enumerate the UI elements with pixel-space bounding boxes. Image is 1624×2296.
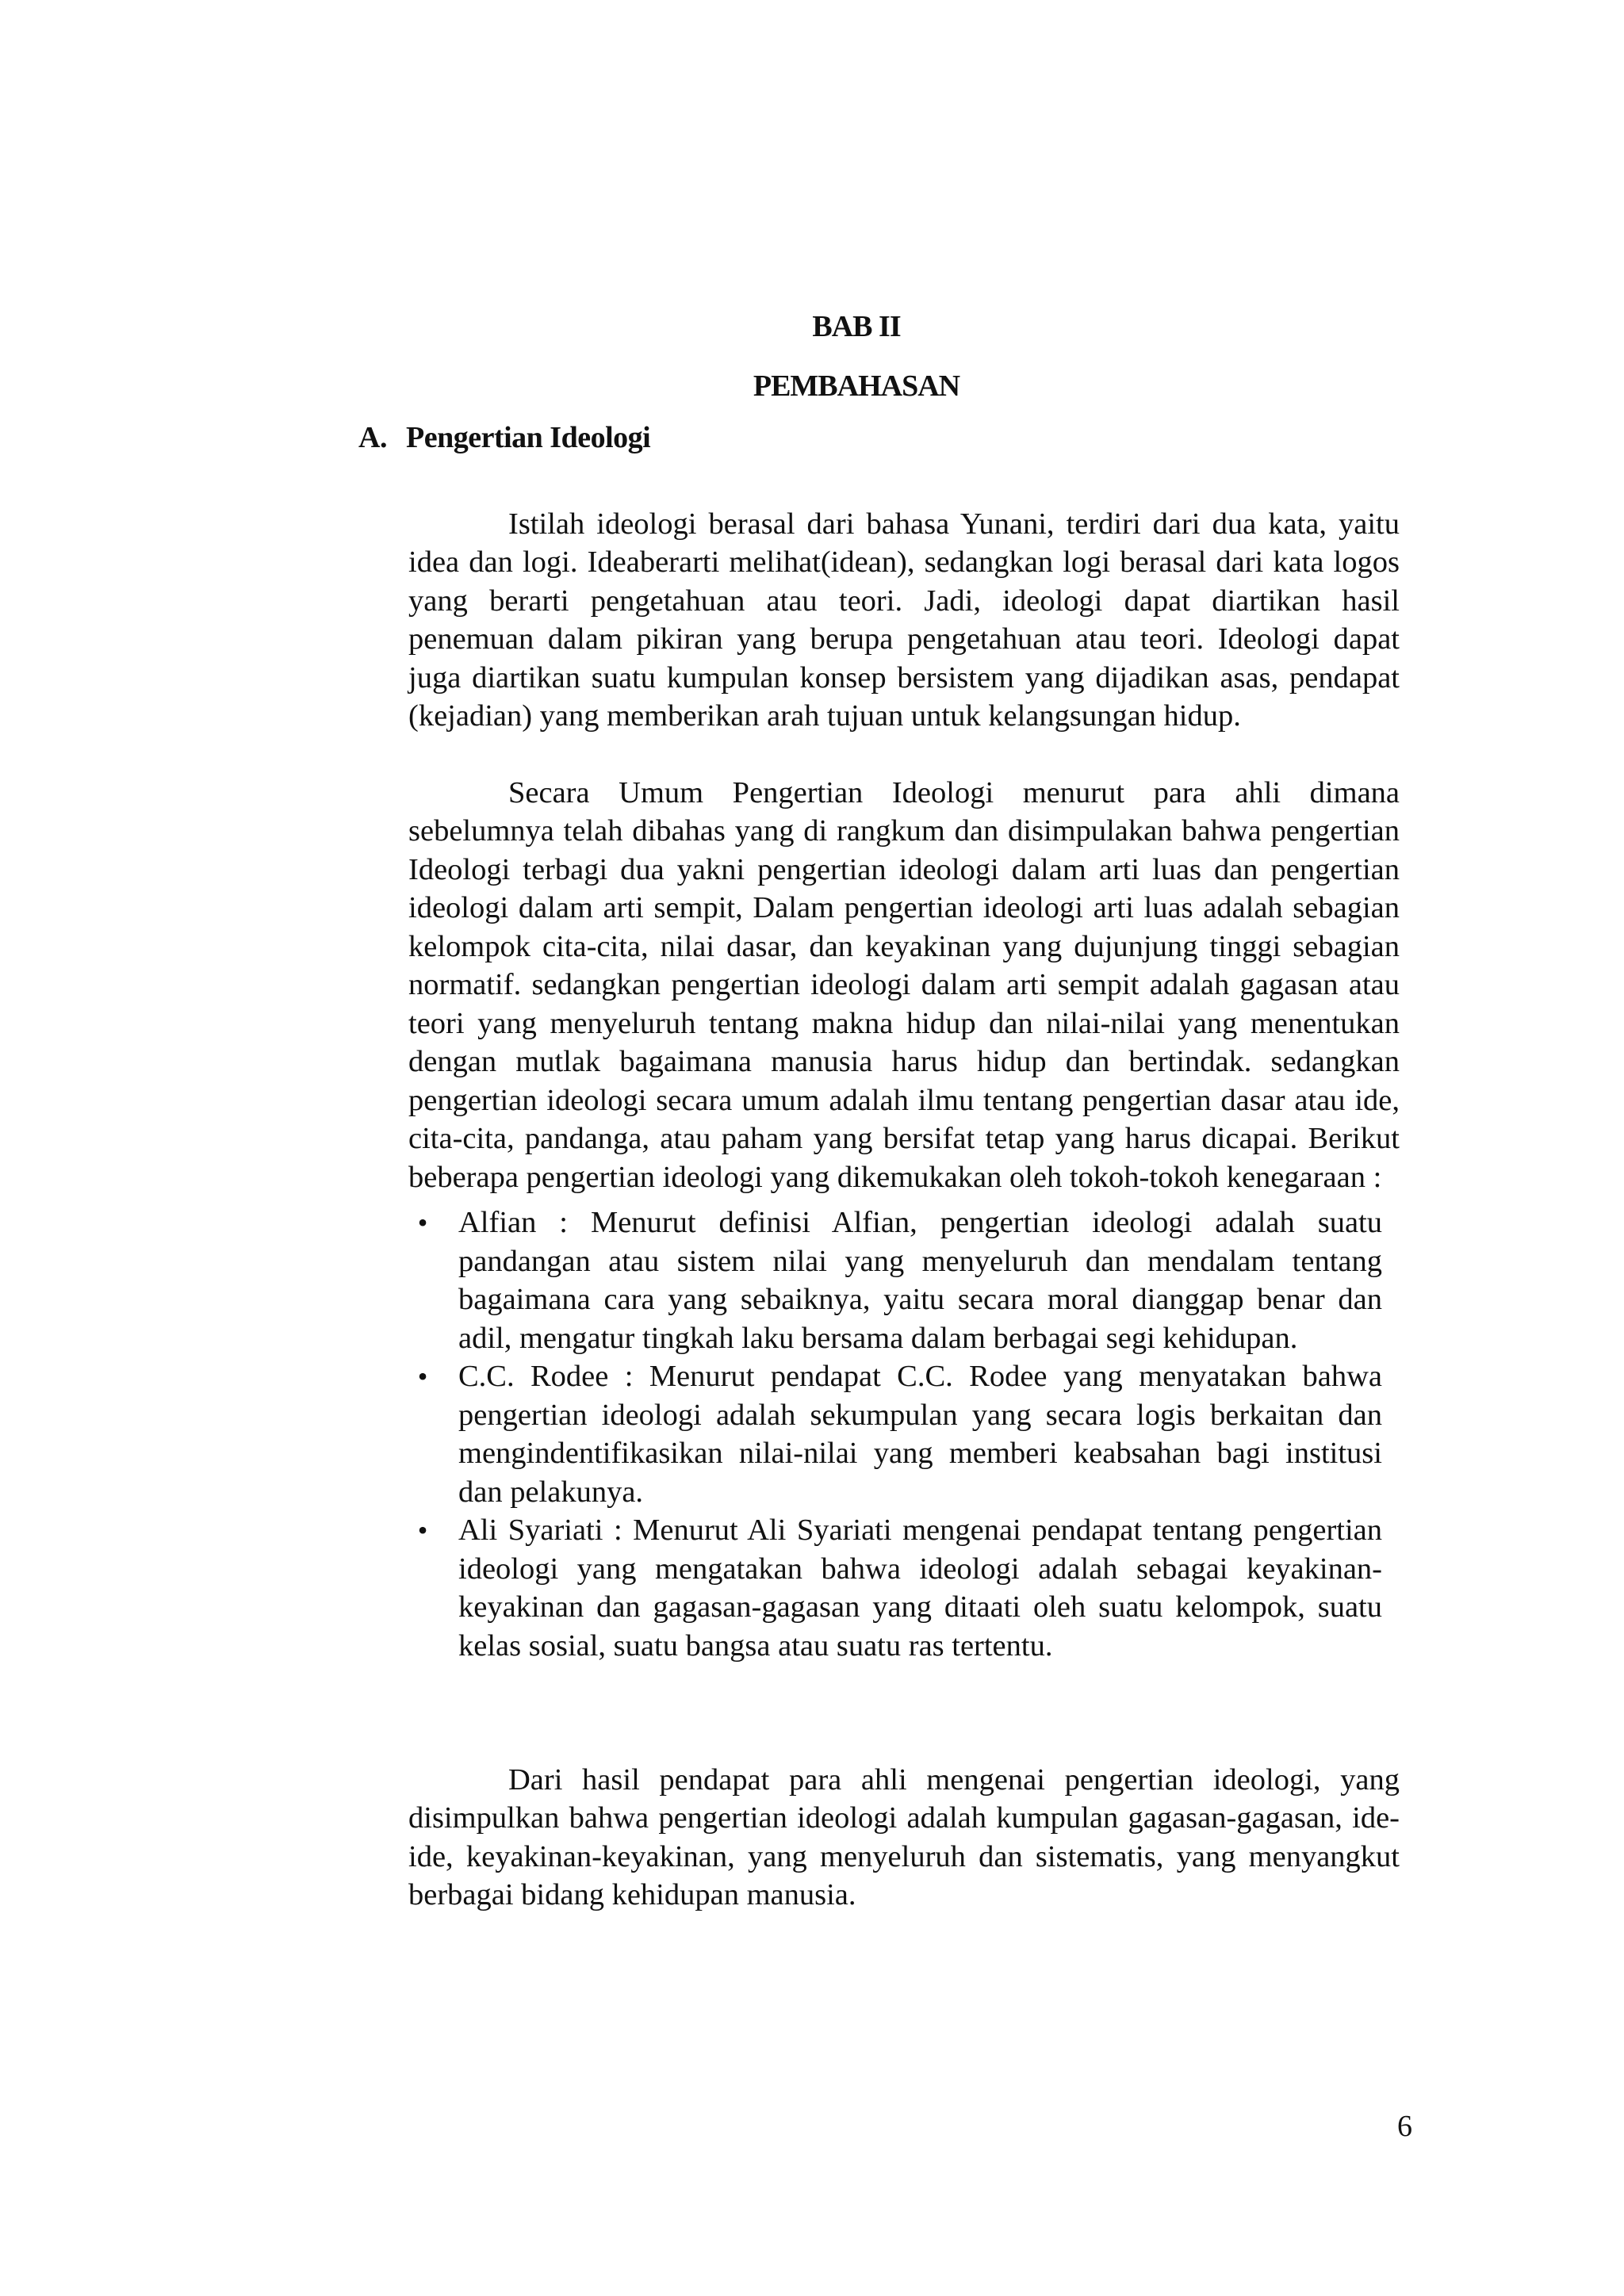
- paragraph-general-meaning: Secara Umum Pengertian Ideologi menurut para ahli dimana sebelumnya telah dibahas yang di rangkum dan disimpulakan bahwa pengertian Ideologi terbagi dua yakni pengertian ideologi dalam arti luas dan pengertian ideologi dalam arti sempit, Dalam pengertian ideologi arti luas adalah sebagian kelompok cita-cita, nilai dasar, dan keyakinan yang dujunjung tinggi sebagian normatif. sedangkan pengertian ideologi dalam arti sempit adalah gagasan atau teori yang menyeluruh tentang makna hidup dan nilai-nilai yang menentukan dengan mutlak bagaimana manusia harus hidup dan bertindak. sedangkan pengertian ideologi secara umum adalah ilmu tentang pengertian dasar atau ide, cita-cita, pandanga, atau paham yang bersifat tetap yang harus dicapai. Berikut beberapa pengertian ideologi yang dikemukakan oleh tokoh-tokoh kenegaraan :: [408, 775, 1400, 1194]
- section-heading: [358, 420, 650, 455]
- expert-definitions-list: [408, 1203, 1382, 1665]
- list-item-text: Ali Syariati : Menurut Ali Syariati mengenai pendapat tentang pengertian ideologi yang mengatakan bahwa ideologi adalah sebagai keyakinan-keyakinan dan gagasan-gagasan yang ditaati oleh suatu kelompok, suatu kelas sosial, suatu bangsa atau suatu ras tertentu.: [458, 1513, 1382, 1663]
- list-item-text: C.C. Rodee : Menurut pendapat C.C. Rodee yang menyatakan bahwa pengertian ideologi adalah sekumpulan yang secara logis berkaitan dan mengindentifikasikan nilai-nilai yang memberi keabsahan bagi institusi dan pelakunya.: [458, 1360, 1382, 1509]
- list-item-text: Alfian : Menurut definisi Alfian, pengertian ideologi adalah suatu pandangan atau sistem nilai yang menyeluruh dan mendalam tentang bagaimana cara yang sebaiknya, yaitu secara moral dianggap benar dan adil, mengatur tingkah laku bersama dalam berbagai segi kehidupan.: [458, 1206, 1382, 1355]
- section-title: Pengertian Ideologi: [406, 421, 651, 454]
- page-number: 6: [1397, 2110, 1412, 2143]
- chapter-number: BAB II: [812, 310, 901, 343]
- bullet-icon: •: [417, 1360, 428, 1392]
- chapter-title: PEMBAHASAN: [753, 369, 960, 403]
- list-item-syariati: [408, 1511, 1382, 1665]
- list-item-rodee: [408, 1357, 1382, 1511]
- list-item-alfian: [408, 1203, 1382, 1357]
- section-letter: A.: [358, 421, 387, 454]
- paragraph-conclusion: Dari hasil pendapat para ahli mengenai pengertian ideologi, yang disimpulkan bahwa pengertian ideologi adalah kumpulan gagasan-gagasan, ide-ide, keyakinan-keyakinan, yang menyeluruh dan sistematis, yang menyangkut berbagai bidang kehidupan manusia.: [408, 1762, 1400, 1911]
- paragraph-definition: Istilah ideologi berasal dari bahasa Yunani, terdiri dari dua kata, yaitu idea dan logi. Ideaberarti melihat(idean), sedangkan logi berasal dari kata logos yang berarti pengetahuan atau teori. Jadi, ideologi dapat diartikan hasil penemuan dalam pikiran yang berupa pengetahuan atau teori. Ideologi dapat juga diartikan suatu kumpulan konsep bersistem yang dijadikan asas, pendapat (kejadian) yang memberikan arah tujuan untuk kelangsungan hidup.: [408, 507, 1400, 733]
- bullet-icon: •: [417, 1514, 428, 1546]
- bullet-icon: •: [417, 1207, 428, 1238]
